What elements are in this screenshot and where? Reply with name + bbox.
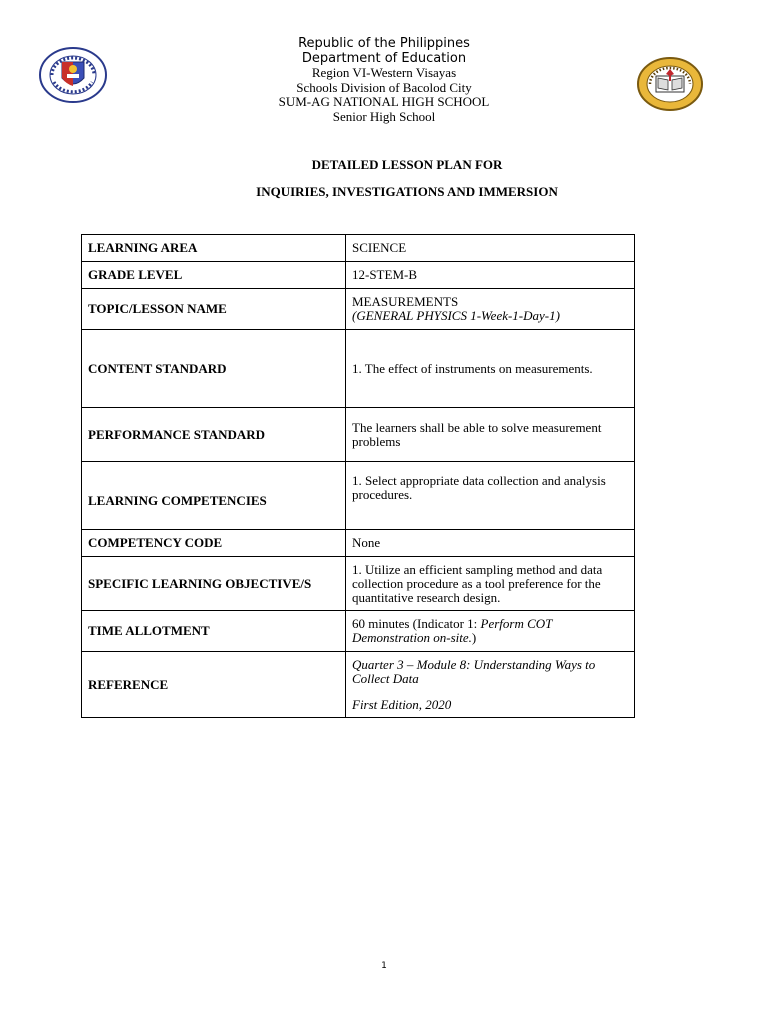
row-value: 1. Select appropriate data collection and analysis procedures.: [346, 462, 635, 530]
reference-edition: First Edition, 2020: [352, 696, 452, 712]
table-row: [82, 530, 635, 557]
row-label: LEARNING COMPETENCIES: [82, 462, 346, 530]
row-label: LEARNING AREA: [82, 235, 346, 262]
row-value: None: [346, 530, 635, 557]
page-number: 1: [381, 961, 387, 971]
row-label: COMPETENCY CODE: [82, 530, 346, 557]
table-row: [82, 262, 635, 289]
topic-detail: (GENERAL PHYSICS 1-Week-1-Day-1): [352, 308, 560, 323]
table-row: [82, 652, 635, 718]
lesson-plan-table: [81, 234, 635, 718]
table-row: [82, 557, 635, 611]
topic-name: MEASUREMENTS: [352, 294, 459, 309]
table-row: [82, 289, 635, 330]
row-label: REFERENCE: [82, 652, 346, 718]
table-row: [82, 611, 635, 652]
header-school: SUM-AG NATIONAL HIGH SCHOOL: [278, 94, 490, 109]
time-indicator: Perform COT Demonstration on-site.: [352, 616, 553, 645]
row-label: PERFORMANCE STANDARD: [82, 408, 346, 462]
row-label: TOPIC/LESSON NAME: [82, 289, 346, 330]
header-division: Schools Division of Bacolod City: [296, 79, 472, 95]
header-senior-high: Senior High School: [332, 108, 436, 124]
row-value: [346, 611, 635, 652]
time-prefix: 60 minutes (Indicator 1:: [352, 616, 481, 631]
row-value: [346, 289, 635, 330]
row-value: 1. The effect of instruments on measurements.: [346, 330, 635, 408]
document-title: DETAILED LESSON PLAN FOR: [311, 157, 503, 172]
header-region: Region VI-Western Visayas: [311, 65, 457, 80]
table-row: [82, 462, 635, 530]
row-value: The learners shall be able to solve measurement problems: [346, 408, 635, 462]
table-row: [82, 330, 635, 408]
table-row: [82, 235, 635, 262]
row-value: SCIENCE: [346, 235, 635, 262]
row-label: TIME ALLOTMENT: [82, 611, 346, 652]
row-label: SPECIFIC LEARNING OBJECTIVE/S: [82, 557, 346, 611]
time-suffix: ): [471, 630, 477, 645]
document-header: [0, 36, 768, 124]
table-row: [82, 408, 635, 462]
header-republic: Republic of the Philippines: [298, 36, 470, 51]
reference-module: Quarter 3 – Module 8: Understanding Ways to Collect Data: [352, 656, 596, 686]
row-value: 12-STEM-B: [346, 262, 635, 289]
row-label: CONTENT STANDARD: [82, 330, 346, 408]
row-label: GRADE LEVEL: [82, 262, 346, 289]
row-value: 1. Utilize an efficient sampling method and data collection procedure as a tool preference for the quantitative research design.: [346, 557, 635, 611]
header-department: Department of Education: [301, 51, 467, 66]
document-subtitle: INQUIRIES, INVESTIGATIONS AND IMMERSION: [256, 184, 558, 199]
row-value: [346, 652, 635, 718]
